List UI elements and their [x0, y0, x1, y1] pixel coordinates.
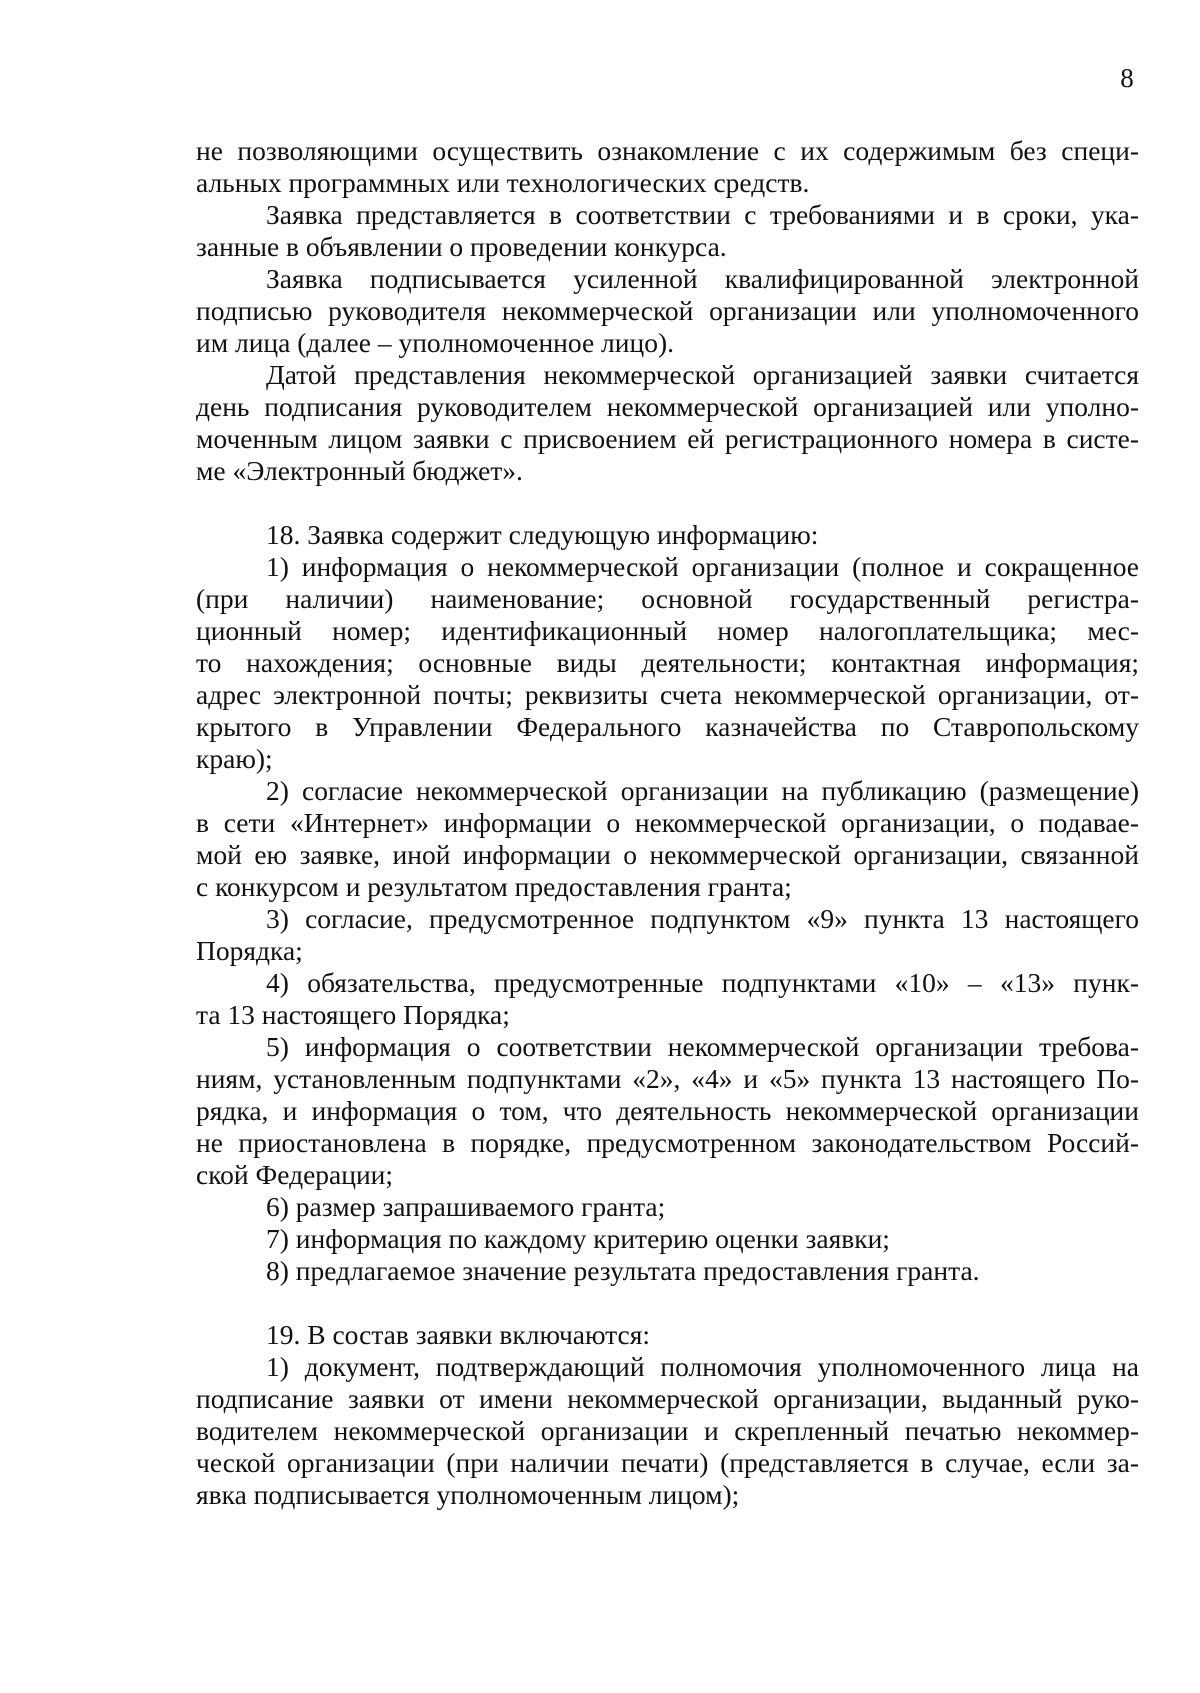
text-line: ской Федерации; [196, 1159, 394, 1190]
text-line: мой ею заявке, иной информации о некоммерческой организации, связанной [196, 839, 1139, 870]
section-19-item-1 [196, 1351, 1139, 1511]
text-line: занные в объявлении о проведении конкурса. [196, 231, 727, 262]
section-18-heading [196, 519, 1139, 551]
text-line: Заявка представляется в соответствии с требованиями и в сроки, ука- [266, 199, 1139, 230]
paragraph-submission-date [196, 359, 1139, 487]
text-line: ниям, установленным подпунктами «2», «4» и «5» пункта 13 настоящего По- [196, 1063, 1139, 1094]
text-line: водителем некоммерческой организации и скрепленный печатью некоммер- [196, 1415, 1139, 1446]
text-line: Заявка подписывается усиленной квалифицированной электронной [266, 263, 1139, 294]
text-line: альных программных или технологических средств. [196, 167, 810, 198]
text-line: с конкурсом и результатом предоставления гранта; [196, 871, 792, 902]
section-18-item-5 [196, 1031, 1139, 1191]
text-line: 7) информация по каждому критерию оценки заявки; [266, 1223, 890, 1254]
text-line: рядка, и информация о том, что деятельность некоммерческой организации [196, 1095, 1139, 1126]
section-18-item-4 [196, 967, 1139, 1031]
text-line: ческой организации (при наличии печати) (представляется в случае, если за- [196, 1447, 1139, 1478]
text-line: не приостановлена в порядке, предусмотренном законодательством Россий- [196, 1127, 1139, 1158]
text-line: 1) информация о некоммерческой организации (полное и сокращенное [266, 551, 1139, 582]
text-line: 2) согласие некоммерческой организации на публикацию (размещение) [266, 775, 1139, 806]
text-line: в сети «Интернет» информации о некоммерческой организации, о подавае- [196, 807, 1139, 838]
text-line: 8) предлагаемое значение результата предоставления гранта. [266, 1255, 980, 1286]
text-line: то нахождения; основные виды деятельности; контактная информация; [196, 647, 1139, 678]
text-line: подписание заявки от имени некоммерческой организации, выданный руко- [196, 1383, 1139, 1414]
text-line: ционный номер; идентификационный номер налогоплательщика; мес- [196, 615, 1139, 646]
text-line: 5) информация о соответствии некоммерческой организации требова- [266, 1031, 1139, 1062]
paragraph-continuation [196, 135, 1139, 199]
text-line: краю); [196, 743, 273, 774]
paragraph-submission-terms [196, 199, 1139, 263]
section-gap [196, 487, 1139, 519]
section-18-item-8 [196, 1255, 1139, 1287]
section-19-heading [196, 1319, 1139, 1351]
text-line: им лица (далее – уполномоченное лицо). [196, 327, 675, 358]
text-line: не позволяющими осуществить ознакомление с их содержимым без специ- [196, 135, 1139, 166]
text-line: 3) согласие, предусмотренное подпунктом «9» пункта 13 настоящего [266, 903, 1139, 934]
text-line: 18. Заявка содержит следующую информацию: [266, 519, 819, 550]
text-line: 4) обязательства, предусмотренные подпунктами «10» – «13» пунк- [266, 967, 1139, 998]
text-line: та 13 настоящего Порядка; [196, 999, 510, 1030]
text-line: ме «Электронный бюджет». [196, 455, 523, 486]
text-line: 6) размер запрашиваемого гранта; [266, 1191, 666, 1222]
section-gap [196, 1287, 1139, 1319]
text-line: день подписания руководителем некоммерческой организацией или уполно- [196, 391, 1139, 422]
section-18-item-7 [196, 1223, 1139, 1255]
text-line: явка подписывается уполномоченным лицом); [196, 1479, 740, 1510]
text-line: (при наличии) наименование; основной государственный регистра- [196, 583, 1139, 614]
text-line: 19. В состав заявки включаются: [266, 1319, 651, 1350]
section-18-item-1 [196, 551, 1139, 775]
text-line: адрес электронной почты; реквизиты счета некоммерческой организации, от- [196, 679, 1139, 710]
text-line: Порядка; [196, 935, 303, 966]
document-body [196, 135, 1139, 1511]
text-line: крытого в Управлении Федерального казначейства по Ставропольскому [196, 711, 1139, 742]
section-18-item-3 [196, 903, 1139, 967]
text-line: Датой представления некоммерческой организацией заявки считается [266, 359, 1139, 390]
text-line: подписью руководителя некоммерческой организации или уполномоченного [196, 295, 1139, 326]
paragraph-signature [196, 263, 1139, 359]
section-18-item-6 [196, 1191, 1139, 1223]
section-18-item-2 [196, 775, 1139, 903]
text-line: моченным лицом заявки с присвоением ей регистрационного номера в систе- [196, 423, 1139, 454]
page-number: 8 [1120, 63, 1134, 93]
text-line: 1) документ, подтверждающий полномочия уполномоченного лица на [266, 1351, 1139, 1382]
